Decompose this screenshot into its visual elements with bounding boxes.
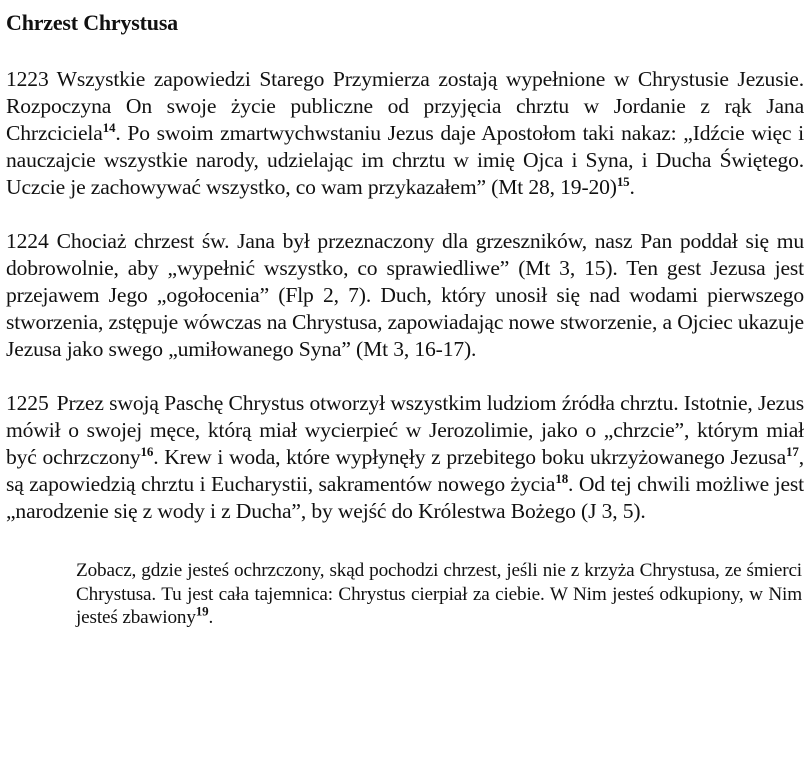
footnote-ref: 17 [786, 443, 799, 459]
quote-text: Zobacz, gdzie jesteś ochrzczony, skąd pochodzi chrzest, jeśli nie z krzyża Chrystusa, ze śmierci Chrystusa. Tu jest cała tajemnica: Chrystus cierpiał za ciebie. W Nim jesteś odkupiony, w Nim jesteś zbawiony [76, 560, 802, 628]
document-page [6, 10, 804, 630]
section-heading: Chrzest Chrystusa [6, 10, 178, 35]
footnote-ref: 19 [195, 603, 209, 619]
paragraph-1224 [6, 228, 804, 363]
paragraph-number: 1225 [6, 391, 49, 415]
footnote-ref: 15 [616, 173, 630, 189]
paragraph-text: . [629, 175, 635, 199]
quote-text: . [208, 607, 214, 628]
paragraph-text: . Krew i woda, które wypłynęły z przebitego boku ukrzyżowanego Jezusa [153, 445, 787, 469]
paragraph-text: . Po swoim zmartwychwstaniu Jezus daje Apostołom taki nakaz: „Idźcie więc i nauczajcie wszystkie narody, udzielając im chrztu w imię Ojca i Syna, i Ducha Świętego. Uczcie je zachowywać wszystko, co wam przykazałem” (Mt 28, 19-20) [6, 121, 804, 199]
block-quote [76, 559, 802, 630]
paragraph-text: . Od tej chwili możliwe jest „narodzenie się z wody i z Ducha”, by wejść do Królestwa Bożego (J 3, 5). [6, 472, 804, 523]
paragraph-text: Przez swoją Paschę Chrystus otworzył wszystkim ludziom źródła chrztu. Istotnie, Jezus mówił o swojej męce, którą miał wycierpieć w Jerozolimie, jako o „chrzcie”, którym miał być ochrzczony [6, 391, 804, 469]
paragraph-text: Chociaż chrzest św. Jana był przeznaczony dla grzeszników, nasz Pan poddał się mu dobrowolnie, aby „wypełnić wszystko, co sprawiedliwe” (Mt 3, 15). Ten gest Jezusa jest przejawem Jego „ogołocenia” (Flp 2, 7). Duch, który unosił się nad wodami pierwszego stworzenia, zstępuje wówczas na Chrystusa, zapowiadając nowe stworzenie, a Ojciec ukazuje Jezusa jako swego „umiłowanego Syna” (Mt 3, 16-17). [6, 229, 804, 361]
paragraph-text: Wszystkie zapowiedzi Starego Przymierza zostają wypełnione w Chrystusie Jezusie. Rozpoczyna On swoje życie publiczne od przyjęcia chrztu w Jordanie z rąk Jana Chrzciciela [6, 67, 804, 145]
paragraph-1223 [6, 66, 804, 201]
paragraph-1225 [6, 390, 804, 525]
footnote-ref: 14 [102, 119, 116, 135]
paragraph-number: 1224 [6, 229, 49, 253]
paragraph-number: 1223 [6, 67, 49, 91]
paragraph-text: , są zapowiedzią chrztu i Eucharystii, sakramentów nowego życia [6, 445, 804, 496]
footnote-ref: 18 [555, 470, 569, 486]
footnote-ref: 16 [140, 443, 154, 459]
